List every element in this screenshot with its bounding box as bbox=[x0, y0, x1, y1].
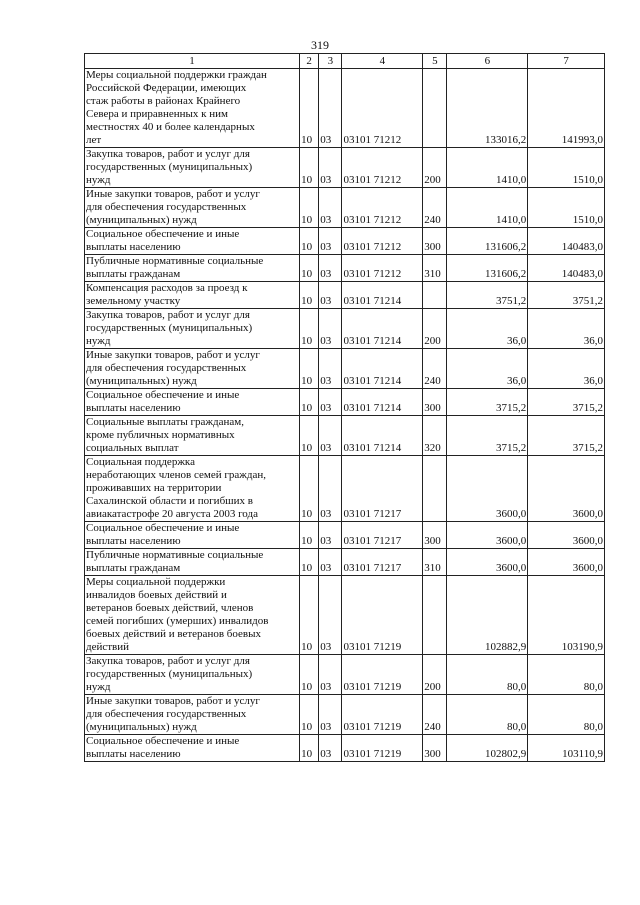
section-code: 10 bbox=[300, 522, 319, 549]
amount-col-7: 36,0 bbox=[528, 349, 605, 389]
subsection-code: 03 bbox=[319, 522, 342, 549]
expense-name: Иные закупки товаров, работ и услуг для обеспечения государственных (муниципальных) нужд bbox=[85, 349, 300, 389]
table-row bbox=[85, 655, 605, 695]
target-article-code: 03101 71212 bbox=[342, 255, 423, 282]
table-row bbox=[85, 549, 605, 576]
expense-type-code: 240 bbox=[423, 188, 447, 228]
amount-col-7: 80,0 bbox=[528, 695, 605, 735]
section-code: 10 bbox=[300, 735, 319, 762]
target-article-code: 03101 71214 bbox=[342, 416, 423, 456]
section-code: 10 bbox=[300, 148, 319, 188]
table-row bbox=[85, 695, 605, 735]
amount-col-6: 36,0 bbox=[447, 349, 528, 389]
target-article-code: 03101 71212 bbox=[342, 188, 423, 228]
subsection-code: 03 bbox=[319, 549, 342, 576]
amount-col-6: 80,0 bbox=[447, 655, 528, 695]
subsection-code: 03 bbox=[319, 69, 342, 148]
amount-col-6: 36,0 bbox=[447, 309, 528, 349]
table-row bbox=[85, 735, 605, 762]
expense-name: Социальное обеспечение и иные выплаты населению bbox=[85, 228, 300, 255]
table-row bbox=[85, 349, 605, 389]
subsection-code: 03 bbox=[319, 148, 342, 188]
expense-name: Социальное обеспечение и иные выплаты населению bbox=[85, 735, 300, 762]
subsection-code: 03 bbox=[319, 576, 342, 655]
expense-type-code bbox=[423, 456, 447, 522]
target-article-code: 03101 71214 bbox=[342, 349, 423, 389]
amount-col-6: 131606,2 bbox=[447, 255, 528, 282]
amount-col-7: 3751,2 bbox=[528, 282, 605, 309]
expense-name: Закупка товаров, работ и услуг для государственных (муниципальных) нужд bbox=[85, 655, 300, 695]
section-code: 10 bbox=[300, 416, 319, 456]
header-col-6: 6 bbox=[447, 54, 528, 69]
expense-name: Публичные нормативные социальные выплаты гражданам bbox=[85, 255, 300, 282]
amount-col-7: 140483,0 bbox=[528, 255, 605, 282]
target-article-code: 03101 71214 bbox=[342, 389, 423, 416]
table-row bbox=[85, 522, 605, 549]
table-row bbox=[85, 148, 605, 188]
budget-table bbox=[84, 53, 605, 762]
header-col-2: 2 bbox=[300, 54, 319, 69]
section-code: 10 bbox=[300, 576, 319, 655]
expense-type-code: 200 bbox=[423, 309, 447, 349]
header-col-3: 3 bbox=[319, 54, 342, 69]
amount-col-6: 3600,0 bbox=[447, 522, 528, 549]
expense-name: Меры социальной поддержки инвалидов боевых действий и ветеранов боевых действий, членов семей погибших (умерших) инвалидов боевых действий и ветеранов боевых действий bbox=[85, 576, 300, 655]
expense-type-code bbox=[423, 576, 447, 655]
table-row bbox=[85, 69, 605, 148]
amount-col-6: 131606,2 bbox=[447, 228, 528, 255]
target-article-code: 03101 71212 bbox=[342, 69, 423, 148]
target-article-code: 03101 71212 bbox=[342, 228, 423, 255]
amount-col-6: 3751,2 bbox=[447, 282, 528, 309]
amount-col-7: 103190,9 bbox=[528, 576, 605, 655]
amount-col-7: 140483,0 bbox=[528, 228, 605, 255]
expense-name: Закупка товаров, работ и услуг для государственных (муниципальных) нужд bbox=[85, 148, 300, 188]
table-row bbox=[85, 456, 605, 522]
table-body bbox=[85, 69, 605, 762]
section-code: 10 bbox=[300, 389, 319, 416]
target-article-code: 03101 71217 bbox=[342, 522, 423, 549]
page-number: 319 bbox=[311, 38, 329, 52]
subsection-code: 03 bbox=[319, 309, 342, 349]
expense-type-code: 200 bbox=[423, 148, 447, 188]
section-code: 10 bbox=[300, 456, 319, 522]
amount-col-6: 133016,2 bbox=[447, 69, 528, 148]
subsection-code: 03 bbox=[319, 735, 342, 762]
section-code: 10 bbox=[300, 228, 319, 255]
table-row bbox=[85, 282, 605, 309]
amount-col-6: 3715,2 bbox=[447, 416, 528, 456]
amount-col-6: 1410,0 bbox=[447, 188, 528, 228]
target-article-code: 03101 71219 bbox=[342, 695, 423, 735]
section-code: 10 bbox=[300, 69, 319, 148]
table-row bbox=[85, 255, 605, 282]
expense-type-code: 310 bbox=[423, 549, 447, 576]
expense-type-code: 240 bbox=[423, 695, 447, 735]
expense-type-code: 300 bbox=[423, 228, 447, 255]
target-article-code: 03101 71214 bbox=[342, 309, 423, 349]
target-article-code: 03101 71219 bbox=[342, 655, 423, 695]
expense-type-code bbox=[423, 69, 447, 148]
amount-col-7: 1510,0 bbox=[528, 188, 605, 228]
amount-col-7: 3715,2 bbox=[528, 416, 605, 456]
expense-name: Меры социальной поддержки граждан Российской Федерации, имеющих стаж работы в районах Крайнего Севера и приравненных к ним местностях 40 и более календарных лет bbox=[85, 69, 300, 148]
expense-name: Иные закупки товаров, работ и услуг для обеспечения государственных (муниципальных) нужд bbox=[85, 695, 300, 735]
amount-col-6: 102802,9 bbox=[447, 735, 528, 762]
expense-type-code: 300 bbox=[423, 522, 447, 549]
section-code: 10 bbox=[300, 188, 319, 228]
subsection-code: 03 bbox=[319, 255, 342, 282]
expense-name: Иные закупки товаров, работ и услуг для обеспечения государственных (муниципальных) нужд bbox=[85, 188, 300, 228]
section-code: 10 bbox=[300, 695, 319, 735]
amount-col-6: 1410,0 bbox=[447, 148, 528, 188]
section-code: 10 bbox=[300, 255, 319, 282]
expense-name: Социальная поддержка неработающих членов семей граждан, проживавших на территории Сахалинской области и погибших в авиакатастрофе 20 августа 2003 года bbox=[85, 456, 300, 522]
amount-col-6: 80,0 bbox=[447, 695, 528, 735]
section-code: 10 bbox=[300, 309, 319, 349]
expense-type-code: 300 bbox=[423, 735, 447, 762]
section-code: 10 bbox=[300, 349, 319, 389]
amount-col-7: 1510,0 bbox=[528, 148, 605, 188]
table-row bbox=[85, 228, 605, 255]
header-col-1: 1 bbox=[85, 54, 300, 69]
expense-name: Закупка товаров, работ и услуг для государственных (муниципальных) нужд bbox=[85, 309, 300, 349]
subsection-code: 03 bbox=[319, 456, 342, 522]
header-col-5: 5 bbox=[423, 54, 447, 69]
amount-col-7: 3600,0 bbox=[528, 522, 605, 549]
amount-col-6: 3600,0 bbox=[447, 456, 528, 522]
expense-name: Публичные нормативные социальные выплаты гражданам bbox=[85, 549, 300, 576]
table-header bbox=[85, 54, 605, 69]
target-article-code: 03101 71217 bbox=[342, 549, 423, 576]
target-article-code: 03101 71219 bbox=[342, 576, 423, 655]
table-row bbox=[85, 188, 605, 228]
amount-col-7: 141993,0 bbox=[528, 69, 605, 148]
target-article-code: 03101 71212 bbox=[342, 148, 423, 188]
amount-col-7: 80,0 bbox=[528, 655, 605, 695]
subsection-code: 03 bbox=[319, 655, 342, 695]
header-col-4: 4 bbox=[342, 54, 423, 69]
section-code: 10 bbox=[300, 655, 319, 695]
table-row bbox=[85, 576, 605, 655]
amount-col-7: 3715,2 bbox=[528, 389, 605, 416]
amount-col-7: 103110,9 bbox=[528, 735, 605, 762]
target-article-code: 03101 71217 bbox=[342, 456, 423, 522]
amount-col-7: 3600,0 bbox=[528, 549, 605, 576]
subsection-code: 03 bbox=[319, 695, 342, 735]
table-row bbox=[85, 309, 605, 349]
header-row bbox=[85, 54, 605, 69]
subsection-code: 03 bbox=[319, 282, 342, 309]
amount-col-6: 3715,2 bbox=[447, 389, 528, 416]
expense-type-code: 240 bbox=[423, 349, 447, 389]
expense-type-code: 200 bbox=[423, 655, 447, 695]
expense-type-code: 300 bbox=[423, 389, 447, 416]
section-code: 10 bbox=[300, 282, 319, 309]
amount-col-7: 36,0 bbox=[528, 309, 605, 349]
expense-name: Компенсация расходов за проезд к земельному участку bbox=[85, 282, 300, 309]
table-row bbox=[85, 416, 605, 456]
subsection-code: 03 bbox=[319, 188, 342, 228]
subsection-code: 03 bbox=[319, 349, 342, 389]
expense-name: Социальные выплаты гражданам, кроме публичных нормативных социальных выплат bbox=[85, 416, 300, 456]
subsection-code: 03 bbox=[319, 416, 342, 456]
table-row bbox=[85, 389, 605, 416]
target-article-code: 03101 71219 bbox=[342, 735, 423, 762]
expense-type-code bbox=[423, 282, 447, 309]
amount-col-7: 3600,0 bbox=[528, 456, 605, 522]
amount-col-6: 3600,0 bbox=[447, 549, 528, 576]
target-article-code: 03101 71214 bbox=[342, 282, 423, 309]
header-col-7: 7 bbox=[528, 54, 605, 69]
amount-col-6: 102882,9 bbox=[447, 576, 528, 655]
section-code: 10 bbox=[300, 549, 319, 576]
expense-name: Социальное обеспечение и иные выплаты населению bbox=[85, 389, 300, 416]
subsection-code: 03 bbox=[319, 228, 342, 255]
expense-type-code: 310 bbox=[423, 255, 447, 282]
subsection-code: 03 bbox=[319, 389, 342, 416]
expense-type-code: 320 bbox=[423, 416, 447, 456]
expense-name: Социальное обеспечение и иные выплаты населению bbox=[85, 522, 300, 549]
